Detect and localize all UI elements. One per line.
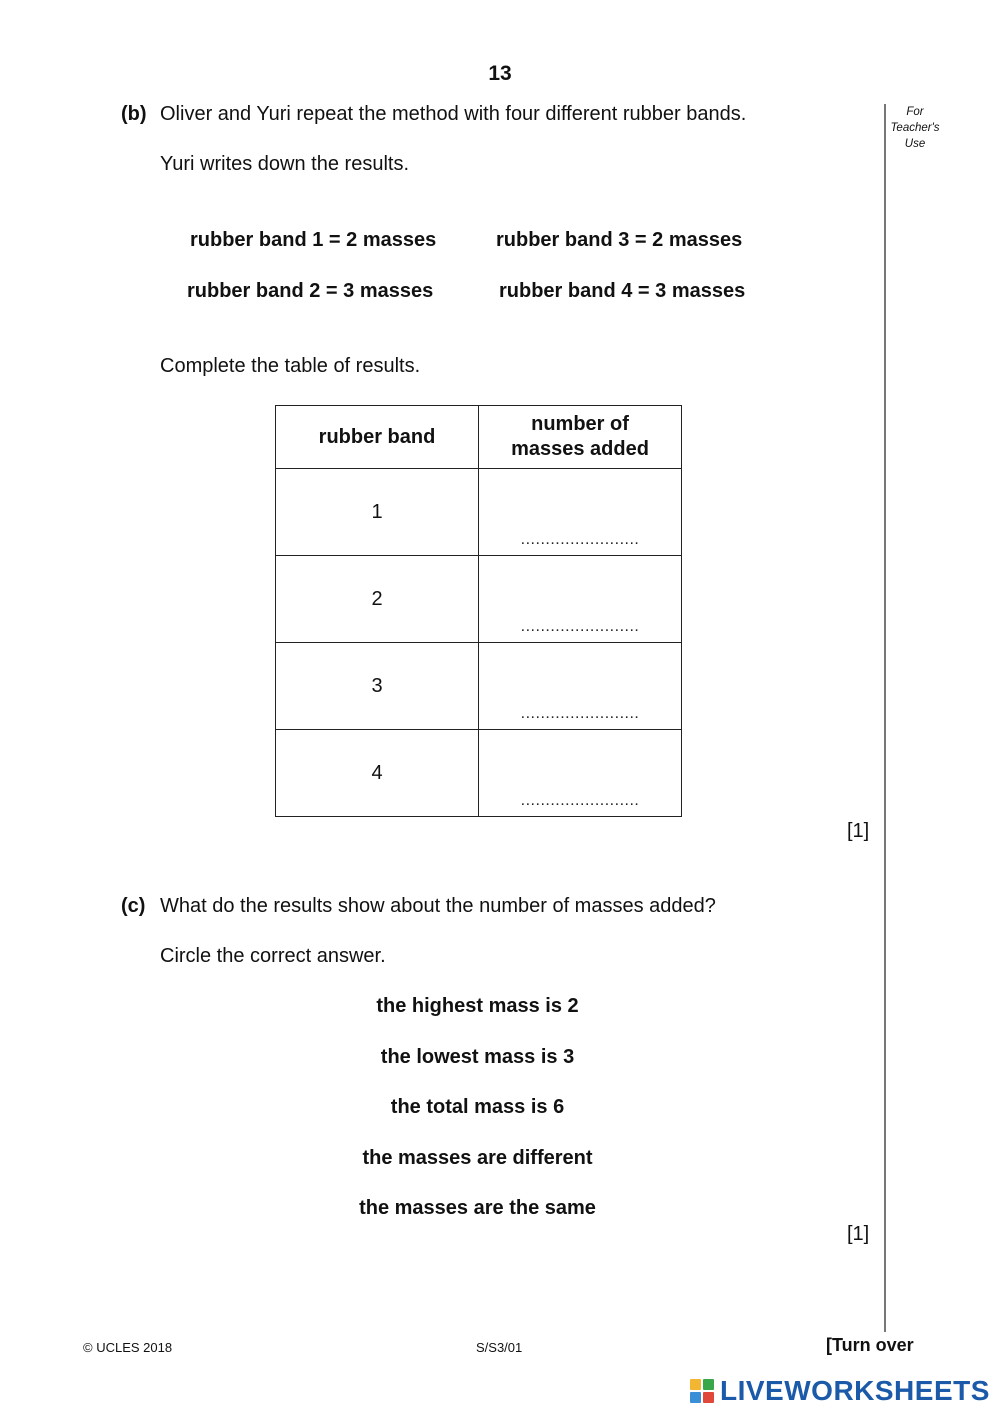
answer-option-3[interactable]: the total mass is 6 xyxy=(390,1096,565,1118)
answer-option-2[interactable]: the lowest mass is 3 xyxy=(380,1046,575,1068)
logo-square xyxy=(703,1392,714,1403)
teacher-use-line-3: Use xyxy=(904,138,926,150)
part-b-label: (b) xyxy=(121,103,147,125)
paper-code: S/S3/01 xyxy=(476,1340,523,1355)
answer-option-4[interactable]: the masses are different xyxy=(362,1147,593,1169)
result-band-3: rubber band 3 = 2 masses xyxy=(496,229,743,251)
answer-cell[interactable] xyxy=(479,556,682,643)
answer-cell[interactable] xyxy=(479,469,682,556)
result-band-4: rubber band 4 = 3 masses xyxy=(499,280,746,302)
result-band-2: rubber band 2 = 3 masses xyxy=(187,280,434,302)
part-b-marks: [1] xyxy=(847,820,870,842)
band-number-cell: 1 xyxy=(276,469,479,556)
header-number-of-masses xyxy=(479,406,682,469)
answer-dots: ........................ xyxy=(520,792,640,809)
logo-square xyxy=(703,1379,714,1390)
band-number-cell: 3 xyxy=(276,643,479,730)
part-c-label: (c) xyxy=(121,895,146,917)
liveworksheets-brand[interactable] xyxy=(690,1374,990,1408)
header-number-of-masses-text: number of masses added xyxy=(511,413,649,460)
copyright: © UCLES 2018 xyxy=(83,1340,173,1355)
table-row xyxy=(276,643,682,730)
band-number-cell: 4 xyxy=(276,730,479,817)
answer-dots: ........................ xyxy=(520,705,640,722)
answer-cell[interactable] xyxy=(479,730,682,817)
answer-dots: ........................ xyxy=(520,618,640,635)
answer-option-1[interactable]: the highest mass is 2 xyxy=(376,995,579,1017)
liveworksheets-logo-icon xyxy=(690,1379,714,1403)
teacher-use-label xyxy=(880,104,950,152)
teacher-use-line-1: For xyxy=(906,106,924,118)
turn-over: [Turn over xyxy=(826,1335,914,1355)
logo-square xyxy=(690,1379,701,1390)
part-b-intro: Oliver and Yuri repeat the method with four different rubber bands. xyxy=(160,103,747,125)
part-c-instruction: Circle the correct answer. xyxy=(160,945,386,967)
table-header-row xyxy=(276,406,682,469)
answer-option-5[interactable]: the masses are the same xyxy=(359,1197,596,1219)
header-rubber-band: rubber band xyxy=(276,406,479,469)
answer-cell[interactable] xyxy=(479,643,682,730)
part-c-question: What do the results show about the number of masses added? xyxy=(160,895,716,917)
logo-square xyxy=(690,1392,701,1403)
page-number: 13 xyxy=(488,62,512,85)
table-row xyxy=(276,469,682,556)
answer-dots: ........................ xyxy=(520,531,640,548)
part-c-marks: [1] xyxy=(847,1223,870,1245)
table-instruction: Complete the table of results. xyxy=(160,355,421,377)
table-row xyxy=(276,556,682,643)
results-table xyxy=(275,405,682,817)
result-band-1: rubber band 1 = 2 masses xyxy=(190,229,437,251)
part-b-note: Yuri writes down the results. xyxy=(160,153,409,175)
band-number-cell: 2 xyxy=(276,556,479,643)
teacher-use-line-2: Teacher's xyxy=(890,122,940,134)
brand-name: LIVEWORKSHEETS xyxy=(720,1375,990,1406)
table-row xyxy=(276,730,682,817)
